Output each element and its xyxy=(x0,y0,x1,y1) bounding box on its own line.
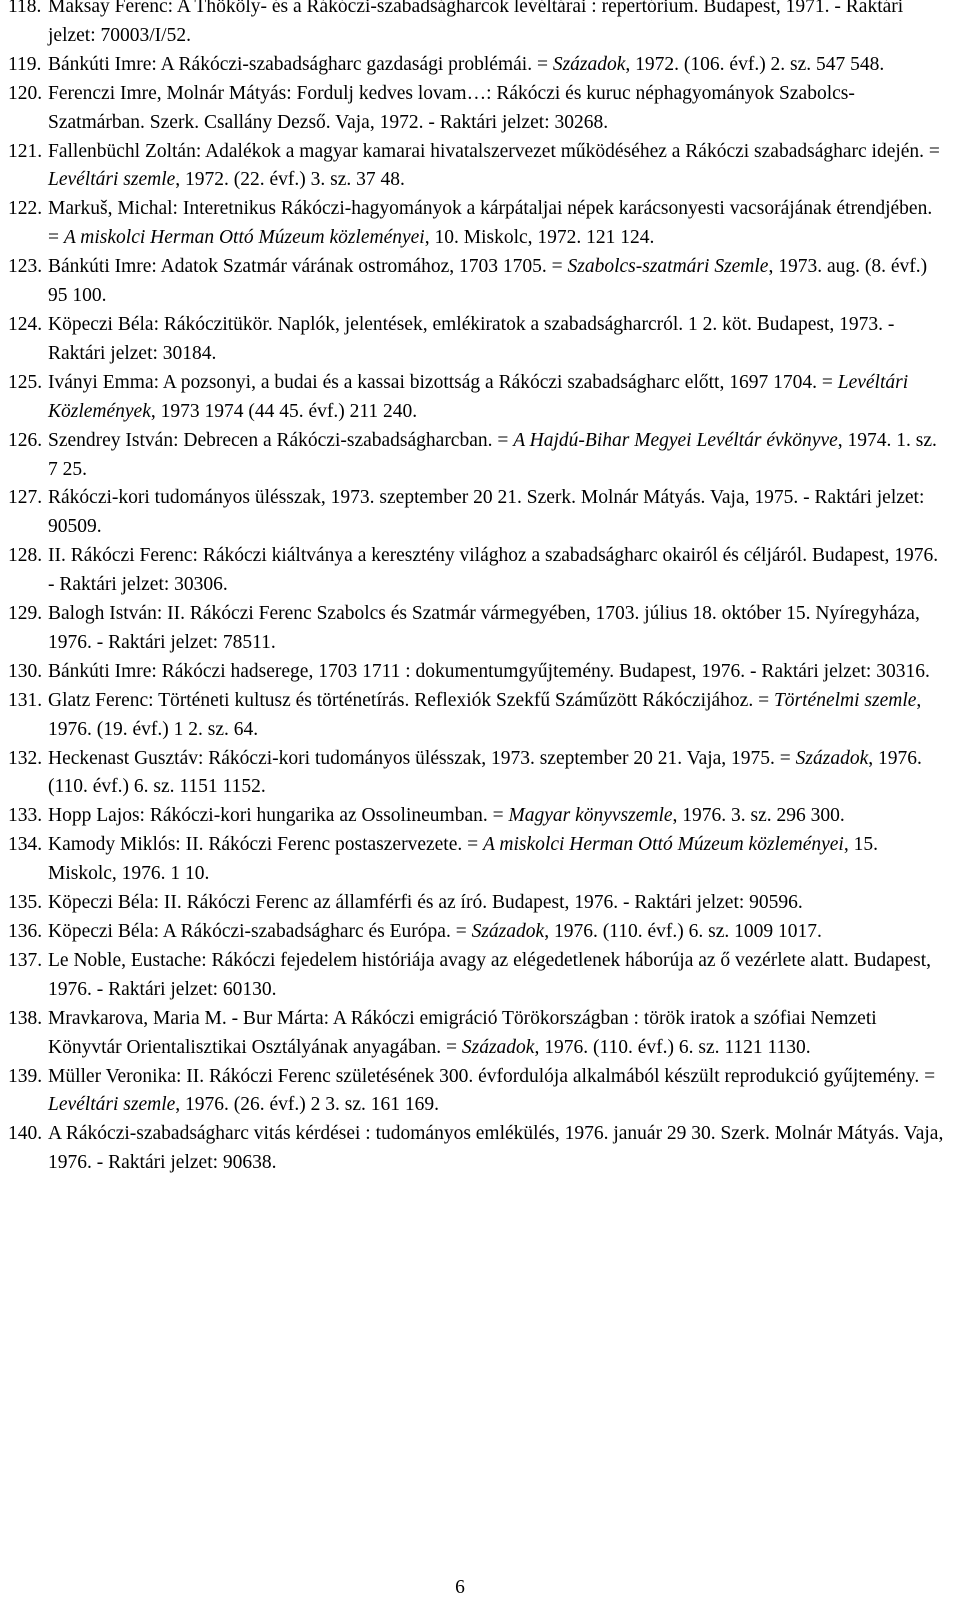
entry-text xyxy=(48,256,927,306)
bibliography-entry xyxy=(8,802,948,831)
entry-text-segment: Bánkúti Imre: Rákóczi hadserege, 1703 1711 : dokumentumgyűjtemény. Budapest, 1976. - Raktári jelzet: 30316. xyxy=(48,660,930,682)
bibliography-entry xyxy=(8,831,948,889)
bibliography-entry xyxy=(8,600,948,658)
entry-text xyxy=(48,892,803,913)
entry-text-segment: , 15. Miskolc, 1976. 1 10. xyxy=(48,834,878,885)
page-number: 6 xyxy=(455,1577,465,1598)
entry-text-segment: , 1976. (19. évf.) 1 2. sz. 64. xyxy=(48,689,922,740)
entry-number: 121. xyxy=(8,140,43,162)
entry-text-segment: Mravkarova, Maria M. - Bur Márta: A Rákóczi emigráció Törökországban : török iratok a szófiai Nemzeti Könyvtár Orientalisztikai Osztályának anyagában. = xyxy=(48,1007,877,1058)
journal-title: Századok xyxy=(795,747,869,769)
entry-text xyxy=(48,487,924,537)
entry-number: 135. xyxy=(8,892,43,914)
bibliography-entry xyxy=(8,51,948,80)
entry-text-segment: , 1976. (110. évf.) 6. sz. 1121 1130. xyxy=(534,1036,811,1058)
entry-text-segment: Köpeczi Béla: Rákóczitükör. Naplók, jelentések, emlékiratok a szabadságharcról. 1 2. köt. Budapest, 1973. - Raktári jelzet: 30184. xyxy=(48,313,895,364)
entry-text-segment: Köpeczi Béla: II. Rákóczi Ferenc az államférfi és az író. Budapest, 1976. - Raktári jelzet: 90596. xyxy=(48,892,803,914)
entry-number: 122. xyxy=(8,198,43,220)
journal-title: Századok xyxy=(552,53,626,75)
entry-number: 137. xyxy=(8,949,43,971)
bibliography-entry xyxy=(8,1005,948,1063)
entry-number: 126. xyxy=(8,429,43,451)
entry-text-segment: Kamody Miklós: II. Rákóczi Ferenc postaszervezete. = xyxy=(48,834,483,856)
entry-number: 132. xyxy=(8,747,43,769)
entry-number: 124. xyxy=(8,313,43,335)
entry-text-segment: , 1973 1974 (44 45. évf.) 211 240. xyxy=(150,400,418,422)
entry-number: 128. xyxy=(8,545,43,567)
entry-text xyxy=(48,748,922,798)
bibliography-entry xyxy=(8,1120,948,1178)
bibliography-entry xyxy=(8,253,948,311)
entry-text-segment: , 1976. (110. évf.) 6. sz. 1151 1152. xyxy=(48,747,922,798)
journal-title: Szabolcs-szatmári Szemle xyxy=(567,256,769,278)
entry-text-segment: , 1976. 3. sz. 296 300. xyxy=(672,805,845,827)
entry-text-segment: Markuš, Michal: Interetnikus Rákóczi-hagyományok a kárpátaljai népek karácsonyesti vacsorájának étrendjében. = xyxy=(48,198,933,249)
entry-text xyxy=(48,141,940,191)
journal-title: A miskolci Herman Ottó Múzeum közleményei xyxy=(482,834,844,856)
entry-number: 136. xyxy=(8,921,43,942)
entry-text xyxy=(48,372,908,422)
entry-number: 139. xyxy=(8,1065,43,1087)
bibliography-entry xyxy=(8,484,948,542)
journal-title: Századok xyxy=(461,1036,535,1058)
bibliography-entry xyxy=(8,889,948,918)
entry-number: 123. xyxy=(8,256,43,278)
entry-text-segment: Balogh István: II. Rákóczi Ferenc Szabolcs és Szatmár vármegyében, 1703. július 18. október 15. Nyíregyháza, 1976. - Raktári jelzet: 78511. xyxy=(48,603,920,653)
entry-text-segment: , 1976. (26. évf.) 2 3. sz. 161 169. xyxy=(175,1094,440,1116)
bibliography-entry xyxy=(8,918,948,947)
bibliography-list xyxy=(8,0,948,1178)
entry-text-segment: Glatz Ferenc: Történeti kultusz és történetírás. Reflexiók Szekfű Száműzött Rákóczijához. = xyxy=(48,689,774,711)
entry-text-segment: A Rákóczi-szabadságharc vitás kérdései : tudományos emlékülés, 1976. január 29 30. Szerk. Molnár Mátyás. Vaja, 1976. - Raktári jelzet: 90638. xyxy=(48,1123,944,1174)
bibliography-entry xyxy=(8,369,948,427)
entry-number: 131. xyxy=(8,689,43,711)
journal-title: A Hajdú-Bihar Megyei Levéltár évkönyve xyxy=(513,429,838,451)
bibliography-entry xyxy=(8,195,948,253)
entry-text xyxy=(48,805,845,826)
journal-title: Levéltári Közlemények xyxy=(48,371,909,422)
entry-text-segment: Maksay Ferenc: A Thököly- és a Rákóczi-szabadságharcok levéltárai : repertórium. Budapest, 1971. - Raktári jelzet: 70003/I/52. xyxy=(48,0,904,46)
entry-text-segment: , 1973. aug. (8. évf.) 95 100. xyxy=(48,256,928,307)
bibliography-entry xyxy=(8,542,948,600)
journal-title: A miskolci Herman Ottó Múzeum közleményei xyxy=(63,227,425,249)
entry-text-segment: Hopp Lajos: Rákóczi-kori hungarika az Ossolineumban. = xyxy=(48,805,509,827)
entry-text-segment: , 1972. (106. évf.) 2. sz. 547 548. xyxy=(625,53,885,75)
bibliography-entry xyxy=(8,658,948,687)
entry-text xyxy=(48,314,894,364)
entry-text-segment: Heckenast Gusztáv: Rákóczi-kori tudományos ülésszak, 1973. szeptember 20 21. Vaja, 1975. = xyxy=(48,747,796,769)
journal-title: Történelmi szemle xyxy=(773,689,917,711)
entry-text-segment: , 1976. (110. évf.) 6. sz. 1009 1017. xyxy=(544,921,822,942)
entry-number: 129. xyxy=(8,603,43,625)
entry-number: 118. xyxy=(8,0,42,17)
entry-text xyxy=(48,54,884,75)
journal-title: Levéltári szemle xyxy=(48,169,176,191)
entry-text-segment: Szendrey István: Debrecen a Rákóczi-szabadságharcban. = xyxy=(48,429,514,451)
entry-text-segment: Ferenczi Imre, Molnár Mátyás: Fordulj kedves lovam…: Rákóczi és kuruc néphagyományok Szabolcs-Szatmárban. Szerk. Csallány Dezső. Vaja, 1972. - Raktári jelzet: 30268. xyxy=(48,82,855,133)
entry-text xyxy=(48,950,931,1000)
entry-text-segment: Le Noble, Eustache: Rákóczi fejedelem históriája avagy az elégedetlenek háborúja az ő vezérlete alatt. Budapest, 1976. - Raktári jelzet: 60130. xyxy=(48,949,932,1000)
entry-text xyxy=(48,198,932,248)
journal-title: Levéltári szemle xyxy=(48,1094,176,1116)
entry-number: 140. xyxy=(8,1123,43,1145)
entry-text-segment: Müller Veronika: II. Rákóczi Ferenc születésének 300. évfordulója alkalmából készült reprodukció gyűjtemény. = xyxy=(48,1065,936,1087)
entry-text xyxy=(48,690,921,740)
bibliography-entry xyxy=(8,80,948,138)
bibliography-entry xyxy=(8,1063,948,1121)
bibliography-entry xyxy=(8,947,948,1005)
bibliography-entry xyxy=(8,311,948,369)
entry-text-segment: , 1974. 1. sz. 7 25. xyxy=(48,429,937,480)
bibliography-entry xyxy=(8,745,948,803)
entry-text xyxy=(48,1066,935,1116)
entry-text xyxy=(48,545,938,595)
entry-text-segment: Iványi Emma: A pozsonyi, a budai és a kassai bizottság a Rákóczi szabadságharc előtt, 1697 1704. = xyxy=(48,371,838,393)
journal-title: Magyar könyvszemle xyxy=(508,805,673,827)
journal-title: Századok xyxy=(471,921,545,942)
entry-text-segment: Bánkúti Imre: A Rákóczi-szabadságharc gazdasági problémái. = xyxy=(48,53,553,75)
entry-text-segment: , 1972. (22. évf.) 3. sz. 37 48. xyxy=(175,169,405,191)
entry-text xyxy=(48,0,903,46)
entry-text xyxy=(48,1123,943,1173)
entry-text xyxy=(48,430,937,480)
entry-text-segment: , 10. Miskolc, 1972. 121 124. xyxy=(424,227,655,249)
entry-number: 127. xyxy=(8,487,43,509)
entry-text-segment: Fallenbüchl Zoltán: Adalékok a magyar kamarai hivatalszervezet működéséhez a Rákóczi szabadságharc idején. = xyxy=(48,140,940,162)
entry-number: 133. xyxy=(8,805,43,827)
entry-number: 119. xyxy=(8,53,42,75)
entry-number: 134. xyxy=(8,834,43,856)
entry-text-segment: Bánkúti Imre: Adatok Szatmár várának ostromához, 1703 1705. = xyxy=(48,256,568,278)
entry-text xyxy=(48,603,920,653)
entry-text-segment: Köpeczi Béla: A Rákóczi-szabadságharc és Európa. = xyxy=(48,921,472,942)
entry-number: 125. xyxy=(8,371,43,393)
entry-text xyxy=(48,661,930,682)
entry-text xyxy=(48,921,822,942)
entry-text xyxy=(48,834,878,884)
bibliography-entry xyxy=(8,138,948,196)
entry-number: 138. xyxy=(8,1007,43,1029)
entry-text-segment: Rákóczi-kori tudományos ülésszak, 1973. szeptember 20 21. Szerk. Molnár Mátyás. Vaja, 1975. - Raktári jelzet: 90509. xyxy=(48,487,925,538)
bibliography-entry xyxy=(8,427,948,485)
bibliography-entry xyxy=(8,687,948,745)
bibliography-entry xyxy=(8,0,948,51)
entry-text-segment: II. Rákóczi Ferenc: Rákóczi kiáltványa a keresztény világhoz a szabadságharc okairól és céljáról. Budapest, 1976. - Raktári jelzet: 30306. xyxy=(48,545,939,596)
entry-text xyxy=(48,1008,877,1058)
entry-text xyxy=(48,83,855,133)
entry-number: 120. xyxy=(8,82,43,104)
entry-number: 130. xyxy=(8,660,43,682)
